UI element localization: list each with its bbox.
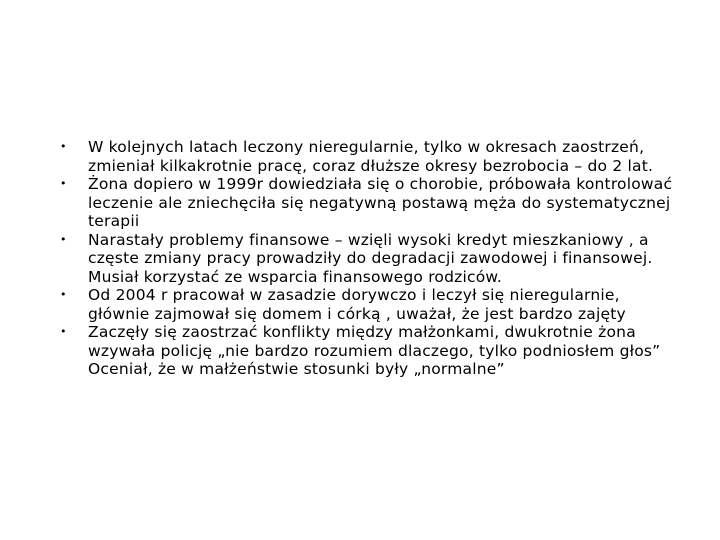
bullet-text: Żona dopiero w 1999r dowiedziała się o chorobie, próbowała kontrolować leczenie ale zniechęciła się negatywną postawą męża do systematycznej terapii (88, 175, 673, 230)
bullet-item-4 (56, 286, 680, 323)
bullet-item-3 (56, 231, 680, 287)
bullet-dot-icon: • (60, 140, 67, 153)
bullet-dot-icon: • (60, 177, 67, 190)
bullet-list (56, 138, 680, 379)
bullet-item-1 (56, 138, 680, 175)
bullet-text: Zaczęły się zaostrzać konflikty między małżonkami, dwukrotnie żona wzywała policję „nie bardzo rozumiem dlaczego, tylko podniosłem głos” Oceniał, że w małżeństwie stosunki były „normalne” (88, 323, 661, 378)
bullet-dot-icon: • (60, 325, 67, 338)
bullet-text: W kolejnych latach leczony nieregularnie, tylko w okresach zaostrzeń, zmieniał kilkakrotnie pracę, coraz dłuższe okresy bezrobocia – do 2 lat. (88, 138, 654, 175)
bullet-item-5 (56, 323, 680, 379)
bullet-dot-icon: • (60, 288, 67, 301)
bullet-dot-icon: • (60, 232, 67, 246)
bullet-item-2 (56, 175, 680, 231)
bullet-text: Narastały problemy finansowe – wzięli wysoki kredyt mieszkaniowy , a częste zmiany pracy prowadziły do degradacji zawodowej i finansowej. Musiał korzystać ze wsparcia finansowego rodziców. (88, 230, 653, 286)
bullet-text: Od 2004 r pracował w zasadzie dorywczo i leczył się nieregularnie, głównie zajmował się domem i córką , uważał, że jest bardzo zajęty (88, 286, 626, 323)
